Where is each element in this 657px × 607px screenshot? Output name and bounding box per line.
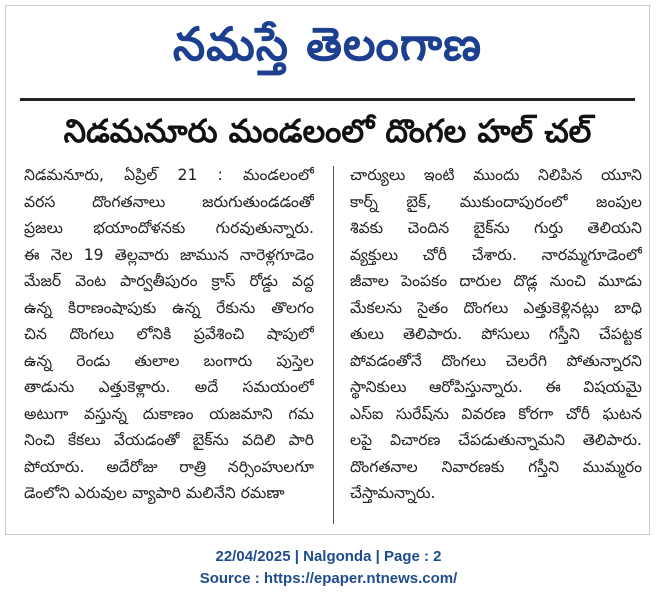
article-line: స్థానికులు ఆరోపిస్తున్నారు. ఈ విషయమై [350,378,642,396]
article-line: పోవడంతోనే దొంగలు చెలరేగి పోతున్నారని [350,351,642,370]
article-line: నిడమనూరు, ఏప్రిల్ 21 : మండలంలో [24,166,314,184]
article-line: మేకలను సైతం దొంగలు ఎత్తుకెళ్లినట్లు బాధి [350,298,642,317]
article-line: లపై విచారణ చేపడుతున్నామని తెలిపారు. [350,431,642,449]
article-line: కార్న్ బైక్, ముకుందాపురంలో జంపుల [350,192,642,211]
article-line: ఎస్ఐ సురేష్‌ను వివరణ కోరగా చోరీ ఘటన [350,404,642,423]
masthead-rule [20,98,635,101]
article-line: అటుగా వస్తున్న దుకాణం యజమాని గమ [24,404,314,423]
source-link[interactable]: Source : https://epaper.ntnews.com/ [199,570,458,587]
news-clipping [5,5,650,535]
article-column-left [24,162,314,507]
article-line: మేజర్ వెంట పార్వతీపురం క్రాస్ రోడ్డు వద్ద [24,272,314,290]
article-line: చార్యులు ఇంటి ముందు నిలిపిన యూని [350,166,642,184]
article-line: ప్రజలు భయాందోళనకు గురవుతున్నారు. [24,219,314,237]
article-headline: నిడమనూరు మండలంలో దొంగల హల్ చల్ [63,112,592,150]
article-line: జీవాల పెంపకం దారుల దొడ్ల నుంచి మూడు [350,272,642,290]
article-column-right [350,162,642,507]
article-line: నించి కేకలు వేయడంతో బైక్‌ను వదిలి పారి [24,431,314,449]
article-line: వరస దొంగతనాలు జరుగుతుండడంతో [24,192,314,211]
edition-meta: 22/04/2025 | Nalgonda | Page : 2 [215,548,442,565]
article-line: ఈ నెల 19 తెల్లవారు జామున నారెళ్లగూడెం [24,245,314,264]
article-line: వ్యక్తులు చోరీ చేశారు. నారమ్మగూడెంలో [350,245,642,264]
article-line: శివకు చెందిన బైక్‌ను గుర్తు తెలియని [350,219,642,237]
newspaper-masthead: నమస్తే తెలంగాణ [172,17,483,71]
clipping-footer [0,546,657,590]
column-divider [333,166,334,524]
article-line: చేస్తామన్నారు. [350,484,436,502]
article-line: చిన దొంగలు లోనికి ప్రవేశించి షాపులో [24,325,314,343]
article-line: ఉన్న కిరాణంషాపుకు ఉన్న రేకును తొలగం [24,298,314,317]
article-line: తాడును ఎత్తుకెళ్లారు. అదే సమయంలో [24,378,314,396]
article-line: దొంగతనాల నివారణకు గస్తీని ముమ్మరం [350,457,642,476]
article-line: ఉన్న రెండు తులాల బంగారు పుస్తెల [24,351,314,370]
article-line: పోయారు. అదేరోజు రాత్రి నర్సింహులగూ [24,457,314,476]
article-line: డెంలోని ఎరువుల వ్యాపారి మలినేని రమణా [24,484,285,502]
article-line: తులు తెలిపారు. పోసులు గస్తీని చేపట్టక [350,325,642,343]
